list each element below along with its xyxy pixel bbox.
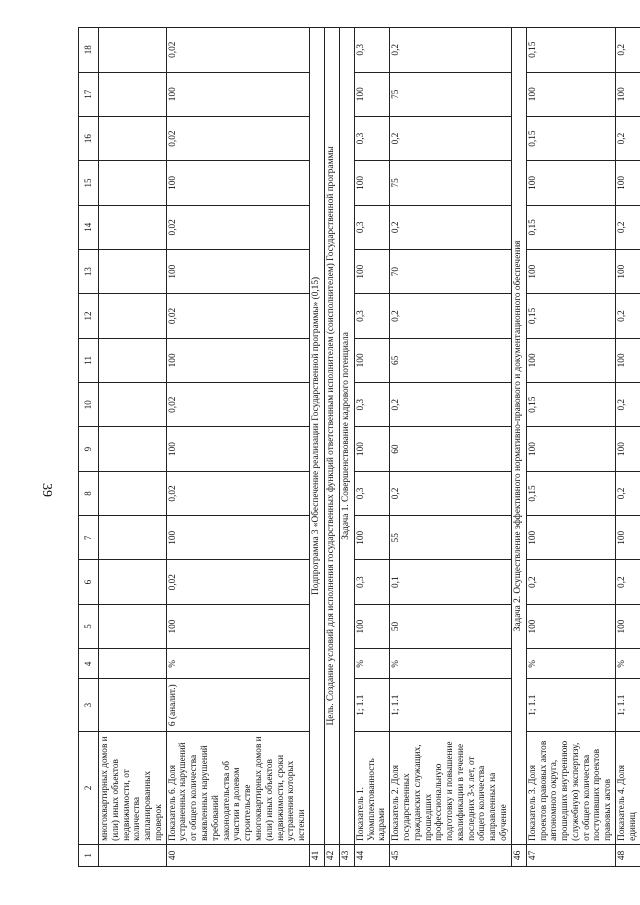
value-cell: 0,2 xyxy=(390,294,512,338)
value-cell: 100 xyxy=(526,72,615,116)
value-cell: 0,2 xyxy=(390,116,512,160)
value-cell: 0,2 xyxy=(616,560,640,604)
section-heading-cell: Задача 2. Осуществление эффективного нормативно-правового и документационного обеспечения xyxy=(511,28,526,845)
value-cell: 0,3 xyxy=(354,294,389,338)
value-cell: 100 xyxy=(354,72,389,116)
col-header: 1 xyxy=(79,844,99,866)
value-cell: 100 xyxy=(354,604,389,648)
page-number: 39 xyxy=(39,483,54,497)
value-cell xyxy=(99,516,167,560)
row-number-cell: 48 xyxy=(616,844,640,866)
value-cell xyxy=(99,679,167,731)
value-cell: 65 xyxy=(390,338,512,382)
table-row xyxy=(99,28,167,867)
col-header: 17 xyxy=(79,72,99,116)
col-header: 8 xyxy=(79,471,99,515)
value-cell: 70 xyxy=(390,249,512,293)
value-cell: 0,02 xyxy=(166,383,309,427)
value-cell: 100 xyxy=(354,427,389,471)
value-cell: 0,2 xyxy=(390,205,512,249)
value-cell xyxy=(99,471,167,515)
indicator-name-cell: Показатель 2. Доля государственных гражданских служащих, прошедших профессиональную подготовку и повышение квалификации в течение последних 3-х лет, от общего количества направленных на обучение xyxy=(390,731,512,844)
value-cell: 6 (аналит.) xyxy=(166,679,309,731)
value-cell: 1; 1.1 xyxy=(616,679,640,731)
value-cell: 100 xyxy=(526,338,615,382)
value-cell: 0,02 xyxy=(166,205,309,249)
value-cell: 100 xyxy=(166,516,309,560)
value-cell xyxy=(99,116,167,160)
value-cell: 0,3 xyxy=(354,383,389,427)
value-cell: 0,3 xyxy=(354,471,389,515)
row-number-cell: 40 xyxy=(166,844,309,866)
value-cell: 100 xyxy=(526,604,615,648)
value-cell: 0,2 xyxy=(390,383,512,427)
value-cell: 100 xyxy=(616,427,640,471)
value-cell: 100 xyxy=(526,249,615,293)
section-row xyxy=(324,28,339,867)
value-cell: 0,3 xyxy=(354,28,389,73)
value-cell: 100 xyxy=(616,516,640,560)
value-cell xyxy=(99,560,167,604)
table-row xyxy=(390,28,512,867)
value-cell xyxy=(99,72,167,116)
value-cell: 55 xyxy=(390,516,512,560)
value-cell: 60 xyxy=(390,427,512,471)
table-row xyxy=(354,28,389,867)
value-cell: 100 xyxy=(526,516,615,560)
value-cell: 75 xyxy=(390,161,512,205)
value-cell: 0,2 xyxy=(616,205,640,249)
value-cell: 0,02 xyxy=(166,471,309,515)
value-cell: % xyxy=(354,649,389,679)
value-cell: 100 xyxy=(166,249,309,293)
col-header: 15 xyxy=(79,161,99,205)
col-header: 12 xyxy=(79,294,99,338)
table-row xyxy=(526,28,615,867)
value-cell: 0,15 xyxy=(526,28,615,73)
value-cell: 0,02 xyxy=(166,28,309,73)
value-cell xyxy=(99,205,167,249)
value-cell: 100 xyxy=(616,604,640,648)
value-cell: 0,15 xyxy=(526,205,615,249)
col-header: 6 xyxy=(79,560,99,604)
section-row xyxy=(339,28,354,867)
value-cell xyxy=(99,294,167,338)
value-cell: 0,15 xyxy=(526,294,615,338)
value-cell: 0,15 xyxy=(526,471,615,515)
indicator-name-cell: многоквартирных домов и (или) иных объектов недвижимости, от количества запланированных проверок xyxy=(99,731,167,844)
row-number-cell: 41 xyxy=(309,844,324,866)
value-cell: 0,2 xyxy=(390,471,512,515)
indicator-name-cell: Показатель 4. Доля единиц xyxy=(616,731,640,844)
col-header: 11 xyxy=(79,338,99,382)
value-cell: 100 xyxy=(166,427,309,471)
col-header: 3 xyxy=(79,679,99,731)
value-cell: 100 xyxy=(166,161,309,205)
section-heading-cell: Задача 1. Совершенствование кадрового потенциала xyxy=(339,28,354,845)
value-cell: 75 xyxy=(390,72,512,116)
rotated-table-stage xyxy=(78,27,640,867)
value-cell: 100 xyxy=(616,72,640,116)
table-row xyxy=(616,28,640,867)
value-cell: 0,2 xyxy=(616,28,640,73)
value-cell: 50 xyxy=(390,604,512,648)
col-header: 4 xyxy=(79,649,99,679)
row-number-cell: 42 xyxy=(324,844,339,866)
value-cell: 100 xyxy=(354,161,389,205)
value-cell xyxy=(99,249,167,293)
value-cell: 100 xyxy=(616,338,640,382)
row-number-cell: 45 xyxy=(390,844,512,866)
value-cell: 100 xyxy=(166,338,309,382)
row-number-cell: 47 xyxy=(526,844,615,866)
value-cell: % xyxy=(166,649,309,679)
value-cell: 1; 1.1 xyxy=(526,679,615,731)
value-cell: 1; 1.1 xyxy=(390,679,512,731)
col-header: 7 xyxy=(79,516,99,560)
value-cell: 100 xyxy=(526,161,615,205)
indicator-name-cell: Показатель 6. Доля устраненных нарушений от общего количества выявленных нарушений требований законодательства об участии в долевом строительстве многоквартирных домов и (или) иных объектов недвижимости, сроки устранения которых истекли xyxy=(166,731,309,844)
col-header: 5 xyxy=(79,604,99,648)
indicator-name-cell: Показатель 3. Доля проектов правовых актов автономного округа, прошедших внутреннюю (служебную) экспертизу, от общего количества поступивших проектов правовых актов xyxy=(526,731,615,844)
row-number-cell xyxy=(99,844,167,866)
value-cell: 1; 1.1 xyxy=(354,679,389,731)
indicators-table xyxy=(78,27,640,867)
col-header: 10 xyxy=(79,383,99,427)
value-cell xyxy=(99,28,167,73)
value-cell: 0,3 xyxy=(354,205,389,249)
value-cell: 0,2 xyxy=(526,560,615,604)
indicator-name-cell: Показатель 1. Укомплектованность кадрами xyxy=(354,731,389,844)
value-cell: 0,2 xyxy=(616,383,640,427)
value-cell: 100 xyxy=(526,427,615,471)
value-cell: 0,1 xyxy=(390,560,512,604)
col-header: 14 xyxy=(79,205,99,249)
section-heading-cell: Цель. Создание условий для исполнения государственных функций ответственным исполнителем (соисполнителем) Государственной программы xyxy=(324,28,339,845)
value-cell: 100 xyxy=(166,72,309,116)
section-heading-cell: Подпрограмма 3 «Обеспечение реализации Государственной программы» (0,15) xyxy=(309,28,324,845)
header-row xyxy=(79,28,99,867)
value-cell: 0,15 xyxy=(526,383,615,427)
col-header: 9 xyxy=(79,427,99,471)
value-cell: 100 xyxy=(616,249,640,293)
value-cell: % xyxy=(526,649,615,679)
row-number-cell: 44 xyxy=(354,844,389,866)
table-row xyxy=(166,28,309,867)
value-cell xyxy=(99,649,167,679)
value-cell xyxy=(99,427,167,471)
value-cell: 0,3 xyxy=(354,116,389,160)
value-cell: 0,3 xyxy=(354,560,389,604)
value-cell: % xyxy=(390,649,512,679)
col-header: 18 xyxy=(79,28,99,73)
value-cell: 0,02 xyxy=(166,294,309,338)
value-cell xyxy=(99,338,167,382)
value-cell xyxy=(99,604,167,648)
value-cell: % xyxy=(616,649,640,679)
col-header: 13 xyxy=(79,249,99,293)
row-number-cell: 43 xyxy=(339,844,354,866)
col-header: 16 xyxy=(79,116,99,160)
value-cell: 100 xyxy=(354,338,389,382)
value-cell xyxy=(99,383,167,427)
value-cell: 0,15 xyxy=(526,116,615,160)
value-cell xyxy=(99,161,167,205)
value-cell: 0,2 xyxy=(616,294,640,338)
value-cell: 100 xyxy=(166,604,309,648)
row-number-cell: 46 xyxy=(511,844,526,866)
section-row xyxy=(309,28,324,867)
value-cell: 0,02 xyxy=(166,560,309,604)
value-cell: 0,02 xyxy=(166,116,309,160)
value-cell: 0,2 xyxy=(390,28,512,73)
value-cell: 0,2 xyxy=(616,116,640,160)
value-cell: 100 xyxy=(354,249,389,293)
value-cell: 100 xyxy=(354,516,389,560)
col-header: 2 xyxy=(79,731,99,844)
section-row xyxy=(511,28,526,867)
value-cell: 0,2 xyxy=(616,471,640,515)
value-cell: 100 xyxy=(616,161,640,205)
